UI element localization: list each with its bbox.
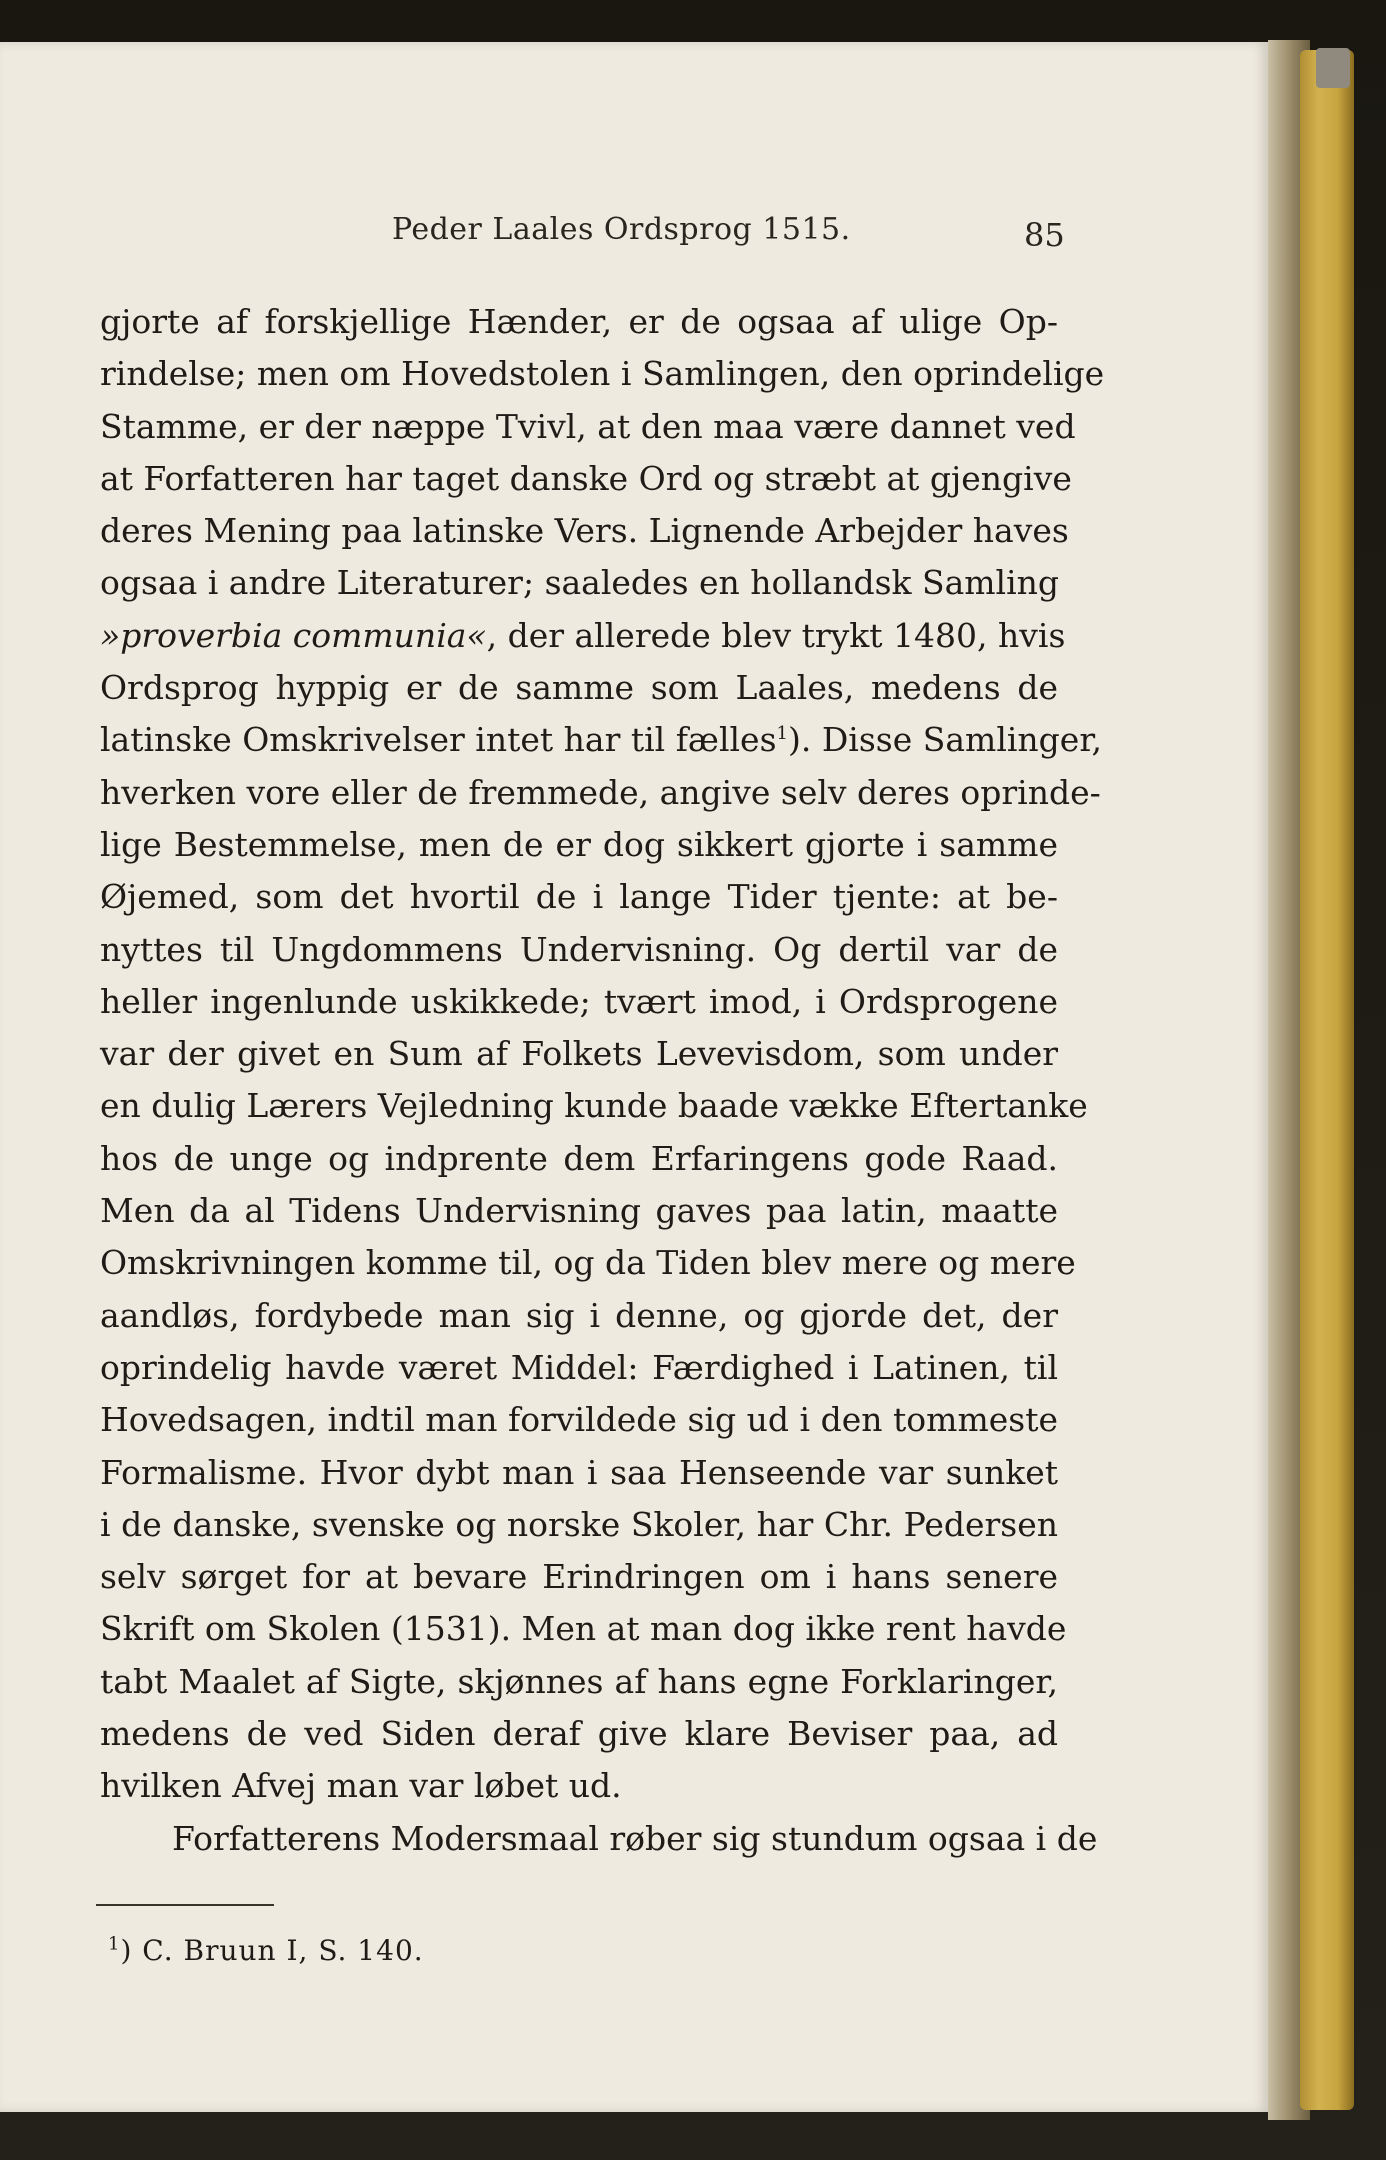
footnote-marker: 1 bbox=[776, 723, 788, 745]
text-line: gjorte af forskjellige Hænder, er de ogsaa af ulige Op- bbox=[100, 302, 1058, 341]
text-line: nyttes til Ungdommens Undervisning. Og dertil var de bbox=[100, 929, 1058, 969]
running-title: Peder Laales Ordsprog 1515. bbox=[392, 212, 851, 247]
text-fragment: ). Disse Samlinger, bbox=[787, 720, 1102, 760]
text-line: lige Bestemmelse, men de er dog sikkert gjorte i samme bbox=[100, 824, 1058, 864]
text-line: Skrift om Skolen (1531). Men at man dog ikke rent havde bbox=[100, 1609, 1067, 1649]
text-fragment: latinske Omskrivelser intet har til fælles bbox=[100, 720, 777, 760]
footnote-text: ) C. Bruun I, S. 140. bbox=[120, 1934, 424, 1967]
page-number: 85 bbox=[1024, 216, 1065, 254]
text-line: Hovedsagen, indtil man forvildede sig ud i den tommeste bbox=[100, 1400, 1058, 1440]
text-line: at Forfatteren har taget danske Ord og stræbt at gjengive bbox=[100, 458, 1072, 498]
italic-title: »proverbia communia« bbox=[100, 615, 487, 655]
text-line: rindelse; men om Hovedstolen i Samlingen, den oprindelige bbox=[100, 354, 1105, 394]
text-line: Forfatterens Modersmaal røber sig stundum ogsaa i de bbox=[172, 1818, 1098, 1858]
footnote-marker: 1 bbox=[108, 1933, 121, 1955]
body-text bbox=[100, 296, 1105, 1865]
binding-tab bbox=[1316, 48, 1350, 88]
text-line: Formalisme. Hvor dybt man i saa Henseende var sunket bbox=[100, 1452, 1058, 1492]
text-line: heller ingenlunde uskikkede; tvært imod, i Ordsprogene bbox=[100, 981, 1058, 1021]
text-line: Men da al Tidens Undervisning gaves paa latin, maatte bbox=[100, 1191, 1058, 1231]
text-fragment: , der allerede blev trykt 1480, hvis bbox=[486, 615, 1066, 655]
text-line: ogsaa i andre Literaturer; saaledes en hollandsk Samling bbox=[100, 563, 1060, 603]
text-line: oprindelig havde været Middel: Færdighed i Latinen, til bbox=[100, 1347, 1058, 1387]
text-line bbox=[100, 610, 1066, 662]
footnote-divider bbox=[96, 1904, 274, 1906]
book-page bbox=[0, 42, 1268, 2112]
text-line: aandløs, fordybede man sig i denne, og gjorde det, der bbox=[100, 1295, 1058, 1335]
footnote bbox=[108, 1934, 424, 1967]
text-line: Omskrivningen komme til, og da Tiden blev mere og mere bbox=[100, 1243, 1076, 1283]
text-line: i de danske, svenske og norske Skoler, har Chr. Pedersen bbox=[100, 1504, 1058, 1544]
text-line: hverken vore eller de fremmede, angive selv deres oprinde- bbox=[100, 772, 1101, 812]
running-header bbox=[0, 212, 1268, 262]
text-line: hvilken Afvej man var løbet ud. bbox=[100, 1766, 622, 1806]
text-line: var der givet en Sum af Folkets Levevisdom, som under bbox=[100, 1034, 1058, 1074]
book-binding bbox=[1300, 50, 1354, 2110]
text-line: en dulig Lærers Vejledning kunde baade vække Eftertanke bbox=[100, 1086, 1088, 1126]
text-line: deres Mening paa latinske Vers. Lignende Arbejder haves bbox=[100, 511, 1069, 551]
text-line: Ordsprog hyppig er de samme som Laales, medens de bbox=[100, 668, 1058, 708]
text-line: selv sørget for at bevare Erindringen om i hans senere bbox=[100, 1557, 1058, 1597]
text-line: Øjemed, som det hvortil de i lange Tider tjente: at be- bbox=[100, 877, 1058, 917]
text-line bbox=[100, 714, 1102, 766]
text-line: Stamme, er der næppe Tvivl, at den maa være dannet ved bbox=[100, 406, 1076, 446]
text-line: hos de unge og indprente dem Erfaringens gode Raad. bbox=[100, 1138, 1058, 1178]
text-line: tabt Maalet af Sigte, skjønnes af hans egne Forklaringer, bbox=[100, 1661, 1058, 1701]
text-line: medens de ved Siden deraf give klare Beviser paa, ad bbox=[100, 1714, 1058, 1754]
